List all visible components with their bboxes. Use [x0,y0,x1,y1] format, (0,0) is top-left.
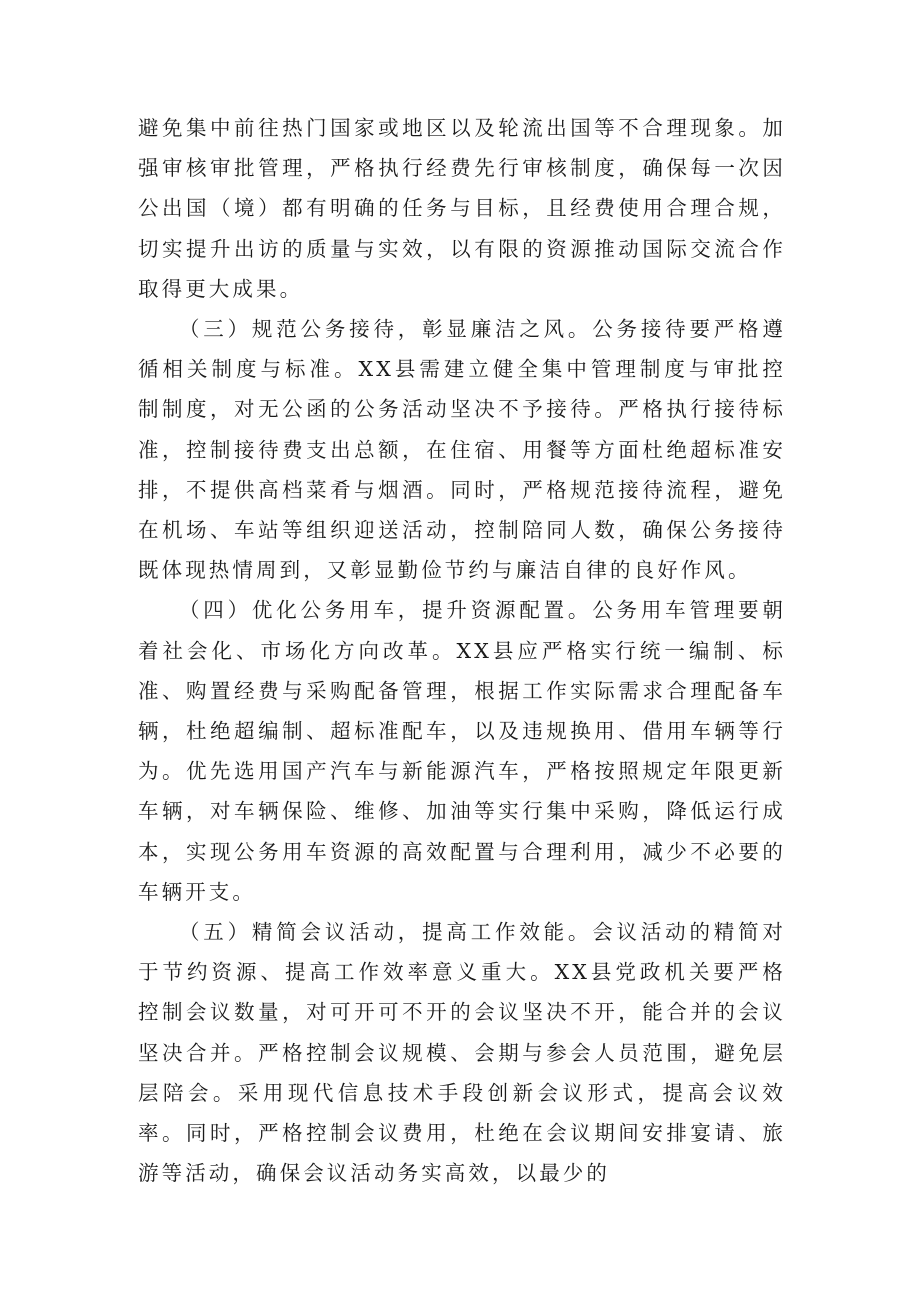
paragraph-section-5: （五）精简会议活动，提高工作效能。会议活动的精简对于节约资源、提高工作效率意义重大。XX县党政机关要严格控制会议数量，对可开可不开的会议坚决不开，能合并的会议坚决合并。严格控制会议规模、会期与参会人员范围，避免层层陪会。采用现代信息技术手段创新会议形式，提高会议效率。同时，严格控制会议费用，杜绝在会议期间安排宴请、旅游等活动，确保会议活动务实高效，以最少的 [138,920,786,1186]
paragraph-section-4: （四）优化公务用车，提升资源配置。公务用车管理要朝着社会化、市场化方向改革。XX县应严格实行统一编制、标准、购置经费与采购配备管理，根据工作实际需求合理配备车辆，杜绝超编制、超标准配车，以及违规换用、借用车辆等行为。优先选用国产汽车与新能源汽车，严格按照规定年限更新车辆，对车辆保险、维修、加油等实行集中采购，降低运行成本，实现公务用车资源的高效配置与合理利用，减少不必要的车辆开支。 [138,598,786,904]
paragraph-section-3: （三）规范公务接待，彰显廉洁之风。公务接待要严格遵循相关制度与标准。XX县需建立健全集中管理制度与审批控制制度，对无公函的公务活动坚决不予接待。严格执行接待标准，控制接待费支出总额，在住宿、用餐等方面杜绝超标准安排，不提供高档菜肴与烟酒。同时，严格规范接待流程，避免在机场、车站等组织迎送活动，控制陪同人数，确保公务接待既体现热情周到，又彰显勤俭节约与廉洁自律的良好作风。 [138,317,786,583]
paragraph-continued: 避免集中前往热门国家或地区以及轮流出国等不合理现象。加强审核审批管理，严格执行经费先行审核制度，确保每一次因公出国（境）都有明确的任务与目标，且经费使用合理合规，切实提升出访的质量与实效，以有限的资源推动国际交流合作取得更大成果。 [138,116,786,301]
